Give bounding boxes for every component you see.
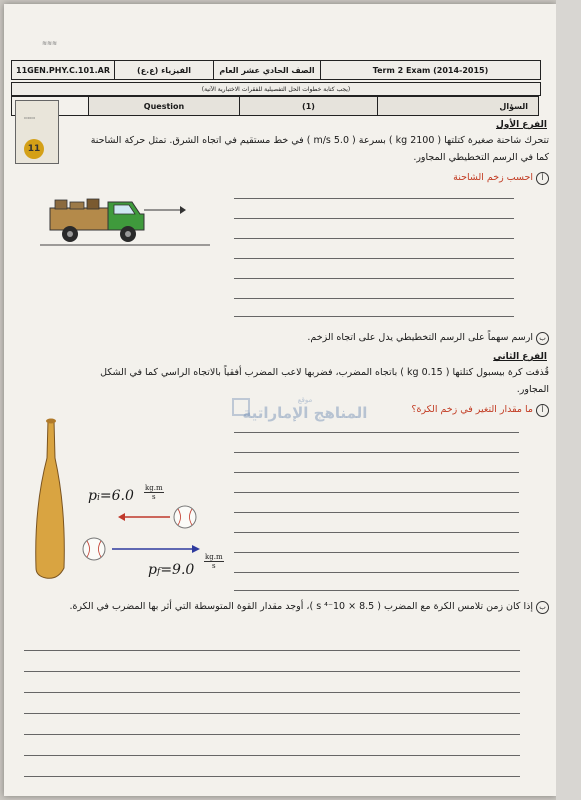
page-note: ≋≋≋ (42, 40, 58, 47)
cargo-box (87, 199, 99, 209)
part1-q2 (307, 332, 549, 345)
instruction-line: (يجب كتابة خطوات الحل التفصيلية للفقرات الاختبارية الآتية) (11, 82, 541, 96)
unit-numerator: kg.m (145, 484, 163, 492)
question-label-ar: السؤال (378, 96, 539, 116)
course-code: 11GEN.PHY.C.101.AR (16, 65, 110, 75)
exam-term: Term 2 Exam (2014-2015) (320, 61, 540, 79)
unit-denominator: s (152, 493, 156, 501)
exam-header (11, 60, 541, 80)
pi-subscript: i (96, 493, 100, 503)
answer-line (24, 671, 520, 672)
part2-title: الفرع الثاني (493, 352, 547, 362)
answer-line (234, 590, 519, 591)
answer-line (234, 492, 519, 493)
part1-q2-text: ارسم سهماً على الرسم التخطيطي يدل على اتجاه الزخم. (307, 332, 533, 343)
answer-line (234, 218, 514, 219)
baseball-final (83, 538, 105, 560)
q2-marker: ب (536, 601, 549, 614)
question-number: (1) (240, 96, 378, 116)
pf-unit (204, 553, 224, 570)
answer-line (24, 755, 520, 756)
unit-denominator: s (212, 562, 216, 570)
part2-q1-text: ما مقدار التغير في زخم الكرة؟ (411, 404, 533, 415)
wheel-hub (125, 231, 131, 237)
grade-name: الصف الحادي عشر العام (213, 61, 320, 79)
pi-value: =6.0 (99, 488, 134, 504)
truck-cargo-bed (50, 208, 108, 230)
arrow-head (192, 545, 200, 553)
truck-illustration (40, 190, 210, 248)
answer-line (234, 278, 514, 279)
question-header-row (11, 96, 539, 116)
watermark-line2: المناهج الإماراتية (242, 404, 368, 422)
watermark-line1: موقع (297, 396, 313, 404)
logo-detail: ▭▭▭ (24, 115, 36, 120)
cargo-box (70, 202, 84, 209)
pf-symbol: p (148, 562, 157, 578)
answer-line (234, 432, 519, 433)
grade-badge: 11 (24, 139, 44, 159)
q2-marker: ب (536, 332, 549, 345)
pf-value: =9.0 (160, 562, 195, 578)
question-label-en: Question (89, 96, 240, 116)
part2-q1 (411, 404, 549, 417)
watermark (230, 396, 380, 422)
arrow-head (180, 206, 186, 214)
answer-line (234, 298, 514, 299)
answer-line (24, 776, 520, 777)
final-momentum-label (148, 562, 194, 578)
pi-symbol: p (88, 488, 97, 504)
answer-line (234, 552, 519, 553)
initial-momentum-label (88, 488, 134, 504)
answer-line (234, 198, 514, 199)
part1-text: تتحرك شاحنة صغيرة كتلتها ( 2100 kg ) بسرعة ( 5.0 m/s ) في خط مستقيم في اتجاه الشرق. تمثل حركة الشاحنة كما في الرسم التخطيطي المجاور. (90, 135, 549, 163)
answer-line (234, 238, 514, 239)
answer-line (234, 316, 514, 317)
arrow-head (118, 513, 125, 521)
school-logo (15, 100, 59, 164)
answer-line (234, 258, 514, 259)
part1-title: الفرع الأول (495, 120, 547, 130)
cargo-box (55, 200, 67, 209)
answer-line (234, 532, 519, 533)
bat-body (36, 420, 65, 578)
baseball-initial (174, 506, 196, 528)
part2-q2-text: إذا كان زمن تلامس الكرة مع المضرب ( 8.5 × 10⁻⁴ s )، أوجد مقدار القوة المتوسطة التي أثر بها المضرب في الكرة. (69, 601, 533, 612)
bat-knob (46, 419, 56, 424)
pi-unit (144, 484, 164, 501)
answer-line (234, 572, 519, 573)
answer-line (24, 734, 520, 735)
part2-q2 (59, 598, 549, 615)
baseball-bat (28, 418, 88, 586)
subject-name: الفيزياء (ع.ع) (114, 61, 213, 79)
momentum-diagram (80, 495, 205, 570)
answer-line (24, 713, 520, 714)
answer-line (234, 452, 519, 453)
page-edge (556, 0, 581, 800)
wheel-hub (67, 231, 73, 237)
unit-numerator: kg.m (205, 553, 223, 561)
answer-line (24, 650, 520, 651)
part1-q1-text: احسب زخم الشاحنة (453, 172, 533, 183)
part2-text: قُذفت كرة بيسبول كتلتها ( 0.15 kg ) باتجاه المضرب، فضربها لاعب المضرب أفقياً بالاتجاه الراسي كما في الشكل المجاور. (100, 367, 549, 395)
q1-marker: أ (536, 404, 549, 417)
answer-line (234, 472, 519, 473)
answer-line (234, 512, 519, 513)
q1-marker: أ (536, 172, 549, 185)
pf-subscript: f (156, 567, 161, 577)
answer-line (24, 692, 520, 693)
part1-q1 (453, 172, 549, 185)
